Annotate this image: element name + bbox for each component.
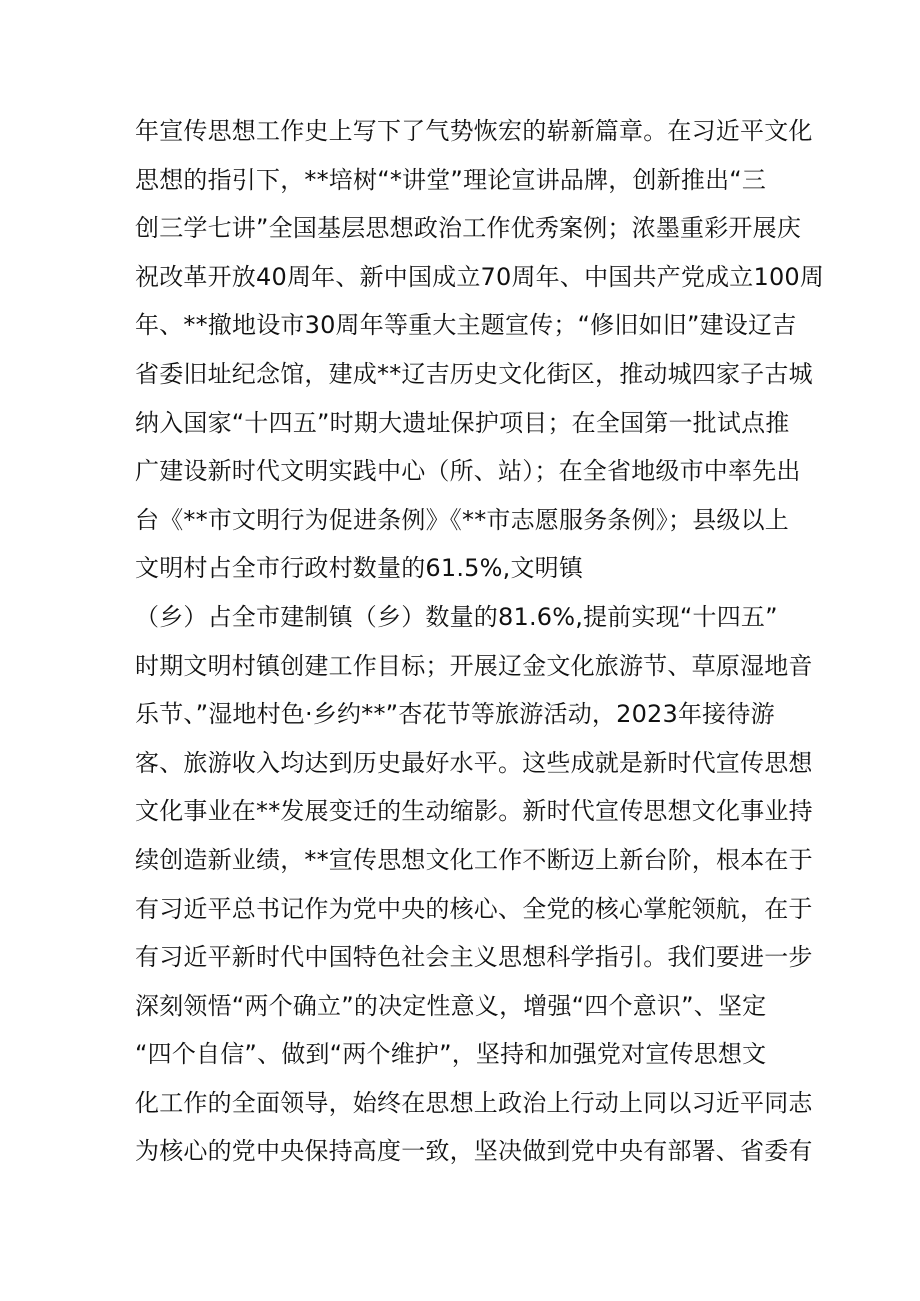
text-line: 台《**市文明行为促进条例》《**市志愿服务条例》；县级以上: [135, 505, 789, 534]
text-line: 乐节、”湿地村色·乡约**”杏花节等旅游活动，2023年接待游: [135, 700, 775, 729]
text-line: 创三学七讲”全国基层思想政治工作优秀案例；浓墨重彩开展庆: [135, 214, 802, 243]
text-line: 时期文明村镇创建工作目标；开展辽金文化旅游节、草原湿地音: [135, 651, 813, 680]
text-line: “四个自信”、做到“两个维护”，坚持和加强党对宣传思想文: [135, 1040, 767, 1069]
body-text: [135, 107, 825, 1176]
text-line: 为核心的党中央保持高度一致，坚决做到党中央有部署、省委有: [135, 1137, 813, 1166]
text-line: 深刻领悟“两个确立”的决定性意义，增强“四个意识”、坚定: [135, 991, 767, 1020]
text-line: 有习近平新时代中国特色社会主义思想科学指引。我们要进一步: [135, 943, 813, 972]
text-line: 年宣传思想工作史上写下了气势恢宏的崭新篇章。在习近平文化: [135, 117, 813, 145]
text-line: 思想的指引下，**培树“*讲堂”理论宣讲品牌，创新推出“三: [135, 165, 767, 194]
text-line: 祝改革开放40周年、新中国成立70周年、中国共产党成立100周: [135, 262, 825, 291]
text-line: 客、旅游收入均达到历史最好水平。这些成就是新时代宣传思想: [135, 748, 813, 777]
text-line: 年、**撤地设市30周年等重大主题宣传；“修旧如旧”建设辽吉: [135, 311, 797, 340]
text-line: 有习近平总书记作为党中央的核心、全党的核心掌舵领航，在于: [135, 894, 813, 923]
text-line: 纳入国家“十四五”时期大遗址保护项目；在全国第一批试点推: [135, 408, 790, 437]
text-line: 化工作的全面领导，始终在思想上政治上行动上同以习近平同志: [135, 1088, 813, 1117]
text-line: 文明村占全市行政村数量的61.5%,文明镇: [135, 554, 584, 583]
text-line: 省委旧址纪念馆，建成**辽吉历史文化街区，推动城四家子古城: [135, 359, 813, 388]
text-line: 续创造新业绩，**宣传思想文化工作不断迈上新台阶，根本在于: [135, 845, 813, 874]
text-line: （乡）占全市建制镇（乡）数量的81.6%,提前实现“十四五”: [135, 602, 778, 631]
text-line: 广建设新时代文明实践中心（所、站）；在全省地级市中率先出: [135, 457, 801, 486]
text-line: 文化事业在**发展变迁的生动缩影。新时代宣传思想文化事业持: [135, 797, 813, 826]
